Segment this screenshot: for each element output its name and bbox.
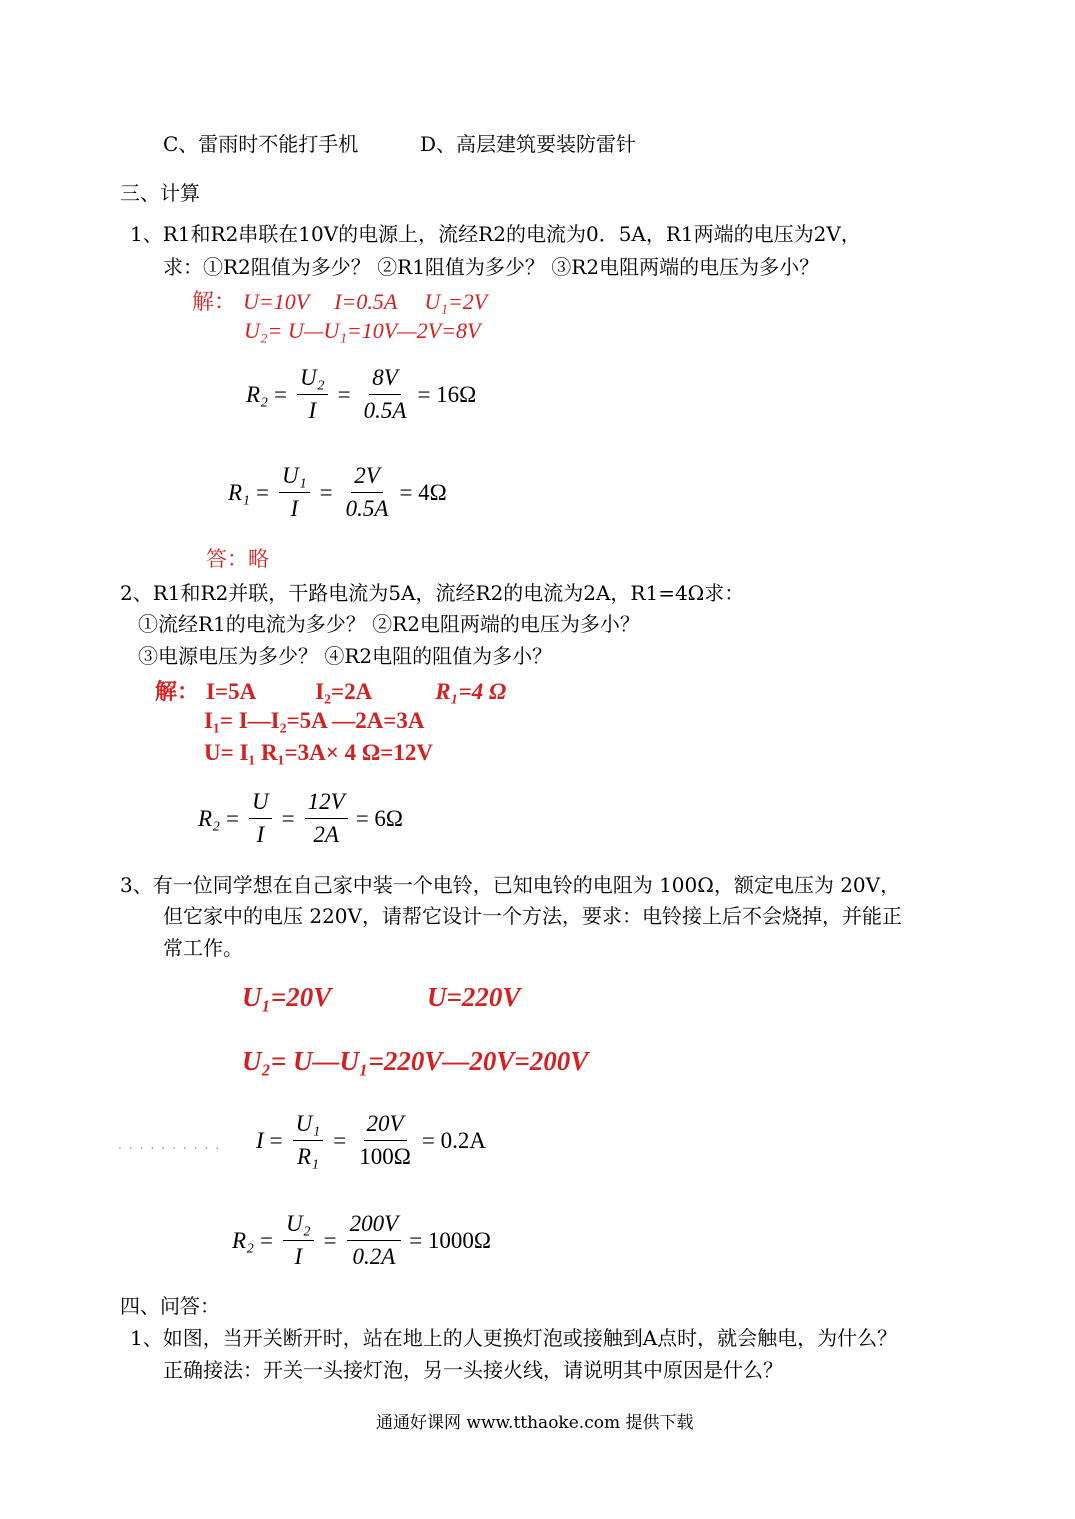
q2-line3: ③电源电压为多少？ ④R2电阻的阻值为多小？ xyxy=(138,644,553,668)
denominator: 2A xyxy=(313,822,339,847)
numerator: U₁ xyxy=(279,462,310,493)
page-footer: 通通好课网 www.tthaoke.com 提供下载 xyxy=(376,1413,694,1433)
q3-line1: 3、有一位同学想在自己家中装一个电铃，已知电铃的电阻为 100Ω，额定电压为 20V， xyxy=(120,873,901,897)
denominator: R₁ xyxy=(296,1144,319,1169)
formula-lhs: I xyxy=(256,1127,264,1153)
q3-given-u1: U₁=20V xyxy=(242,982,332,1012)
q3-line2: 但它家中的电压 220V，请帮它设计一个方法，要求：电铃接上后不会烧掉，并能正 xyxy=(163,904,902,928)
fraction xyxy=(305,788,348,849)
fraction xyxy=(283,1210,314,1271)
section-title-calc: 三、计算 xyxy=(120,181,200,205)
q1-formula-r1: R₁ = $\frac{\text{U₁}}{I}$ = $\frac{2V}{0.5A}$ = 4Ω xyxy=(228,463,447,521)
dotted-leader: .......... xyxy=(118,1138,227,1152)
option-d: D、高层建筑要装防雷针 xyxy=(420,132,637,156)
q1-answer: 答：略 xyxy=(206,547,269,571)
option-c: C、雷雨时不能打手机 xyxy=(163,132,359,156)
numerator: U₂ xyxy=(297,364,328,395)
fraction xyxy=(279,462,310,523)
fraction xyxy=(347,1210,402,1271)
q1-given-u: U=10V xyxy=(243,289,310,314)
formula-result: = 1000Ω xyxy=(409,1227,492,1253)
q2-formula-r2: R₂ = $\frac{U}{I}$ = $\frac{12V}{2A}$ = 6Ω xyxy=(198,789,404,847)
fraction xyxy=(343,462,392,523)
denominator: 0.2A xyxy=(352,1244,396,1269)
formula-result: = 4Ω xyxy=(399,479,447,505)
q2-given-i: I=5A xyxy=(206,679,257,704)
formula-lhs: R₂ xyxy=(198,805,221,831)
fraction xyxy=(293,1110,324,1171)
q1-line1: 1、R1和R2串联在10V的电源上，流经R2的电流为0．5A，R1两端的电压为2V， xyxy=(130,222,861,246)
formula-lhs: R₁ xyxy=(228,479,251,505)
formula-result: = 0.2A xyxy=(421,1127,486,1153)
section-title-qa: 四、问答： xyxy=(120,1294,220,1318)
q2-given-i2: I₂=2A xyxy=(315,679,373,704)
q3-line3: 常工作。 xyxy=(163,936,243,960)
denominator: I xyxy=(290,496,299,521)
q3-formula-r2: R₂ = $\frac{\text{U₂}}{I}$ = $\frac{200V}{0.2A}$ = 1000Ω xyxy=(232,1211,492,1269)
formula-result: = 16Ω xyxy=(417,381,477,407)
q1-line2: 求：①R2阻值为多少？ ②R1阻值为多少？ ③R2电阻两端的电压为多小？ xyxy=(163,255,820,279)
qa-q1-line1: 1、如图，当开关断开时，站在地上的人更换灯泡或接触到A点时，就会触电，为什么？ xyxy=(130,1326,898,1350)
numerator: 8V xyxy=(369,364,401,395)
numerator: 200V xyxy=(347,1210,402,1241)
q1-given-i: I=0.5A xyxy=(334,289,398,314)
q1-given-u1: U₁=2V xyxy=(424,289,488,314)
fraction xyxy=(297,364,328,425)
q1-step-u2: U₂= U—U₁=10V—2V=8V xyxy=(244,318,481,343)
denominator: I xyxy=(308,398,317,423)
q2-line1: 2、R1和R2并联，干路电流为5A，流经R2的电流为2A，R1=4Ω求： xyxy=(120,581,745,605)
numerator: 2V xyxy=(351,462,383,493)
formula-lhs: R₂ xyxy=(232,1227,255,1253)
q3-given-u: U=220V xyxy=(427,982,521,1012)
denominator: I xyxy=(294,1244,303,1269)
q1-solution-prefix: 解： xyxy=(192,290,237,315)
numerator: 12V xyxy=(305,788,348,819)
fraction xyxy=(249,788,272,849)
formula-result: = 6Ω xyxy=(355,805,404,831)
denominator: I xyxy=(256,822,265,847)
fraction xyxy=(356,1110,414,1171)
numerator: U xyxy=(249,788,272,819)
formula-lhs: R₂ xyxy=(246,381,269,407)
qa-q1-line2: 正确接法：开关一头接灯泡，另一头接火线，请说明其中原因是什么？ xyxy=(163,1358,783,1382)
q3-step-u2: U₂= U—U₁=220V—20V=200V xyxy=(242,1046,589,1076)
denominator: 100Ω xyxy=(359,1144,411,1169)
denominator: 0.5A xyxy=(363,398,407,423)
q1-formula-r2: R₂ = $\frac{\text{U₂}}{I}$ = $\frac{8V}{0.5A}$ = 16Ω xyxy=(246,365,477,423)
q3-formula-i: I = $\frac{\text{U₁}}{\text{R₁}}$ = $\frac{20V}{100\Omega}$ = 0.2A xyxy=(256,1111,486,1169)
numerator: U₁ xyxy=(293,1110,324,1141)
fraction xyxy=(361,364,410,425)
q2-step-u: U= I₁ R₁=3A× 4 Ω=12V xyxy=(204,740,434,765)
numerator: 20V xyxy=(364,1110,407,1141)
q2-given-r1: R₁=4 Ω xyxy=(435,679,507,704)
denominator: 0.5A xyxy=(345,496,389,521)
q2-line2: ①流经R1的电流为多少？ ②R2电阻两端的电压为多小？ xyxy=(138,612,640,636)
q2-solution-prefix: 解： xyxy=(155,680,200,705)
q2-step-i1: I₁= I—I₂=5A —2A=3A xyxy=(204,708,425,733)
numerator: U₂ xyxy=(283,1210,314,1241)
